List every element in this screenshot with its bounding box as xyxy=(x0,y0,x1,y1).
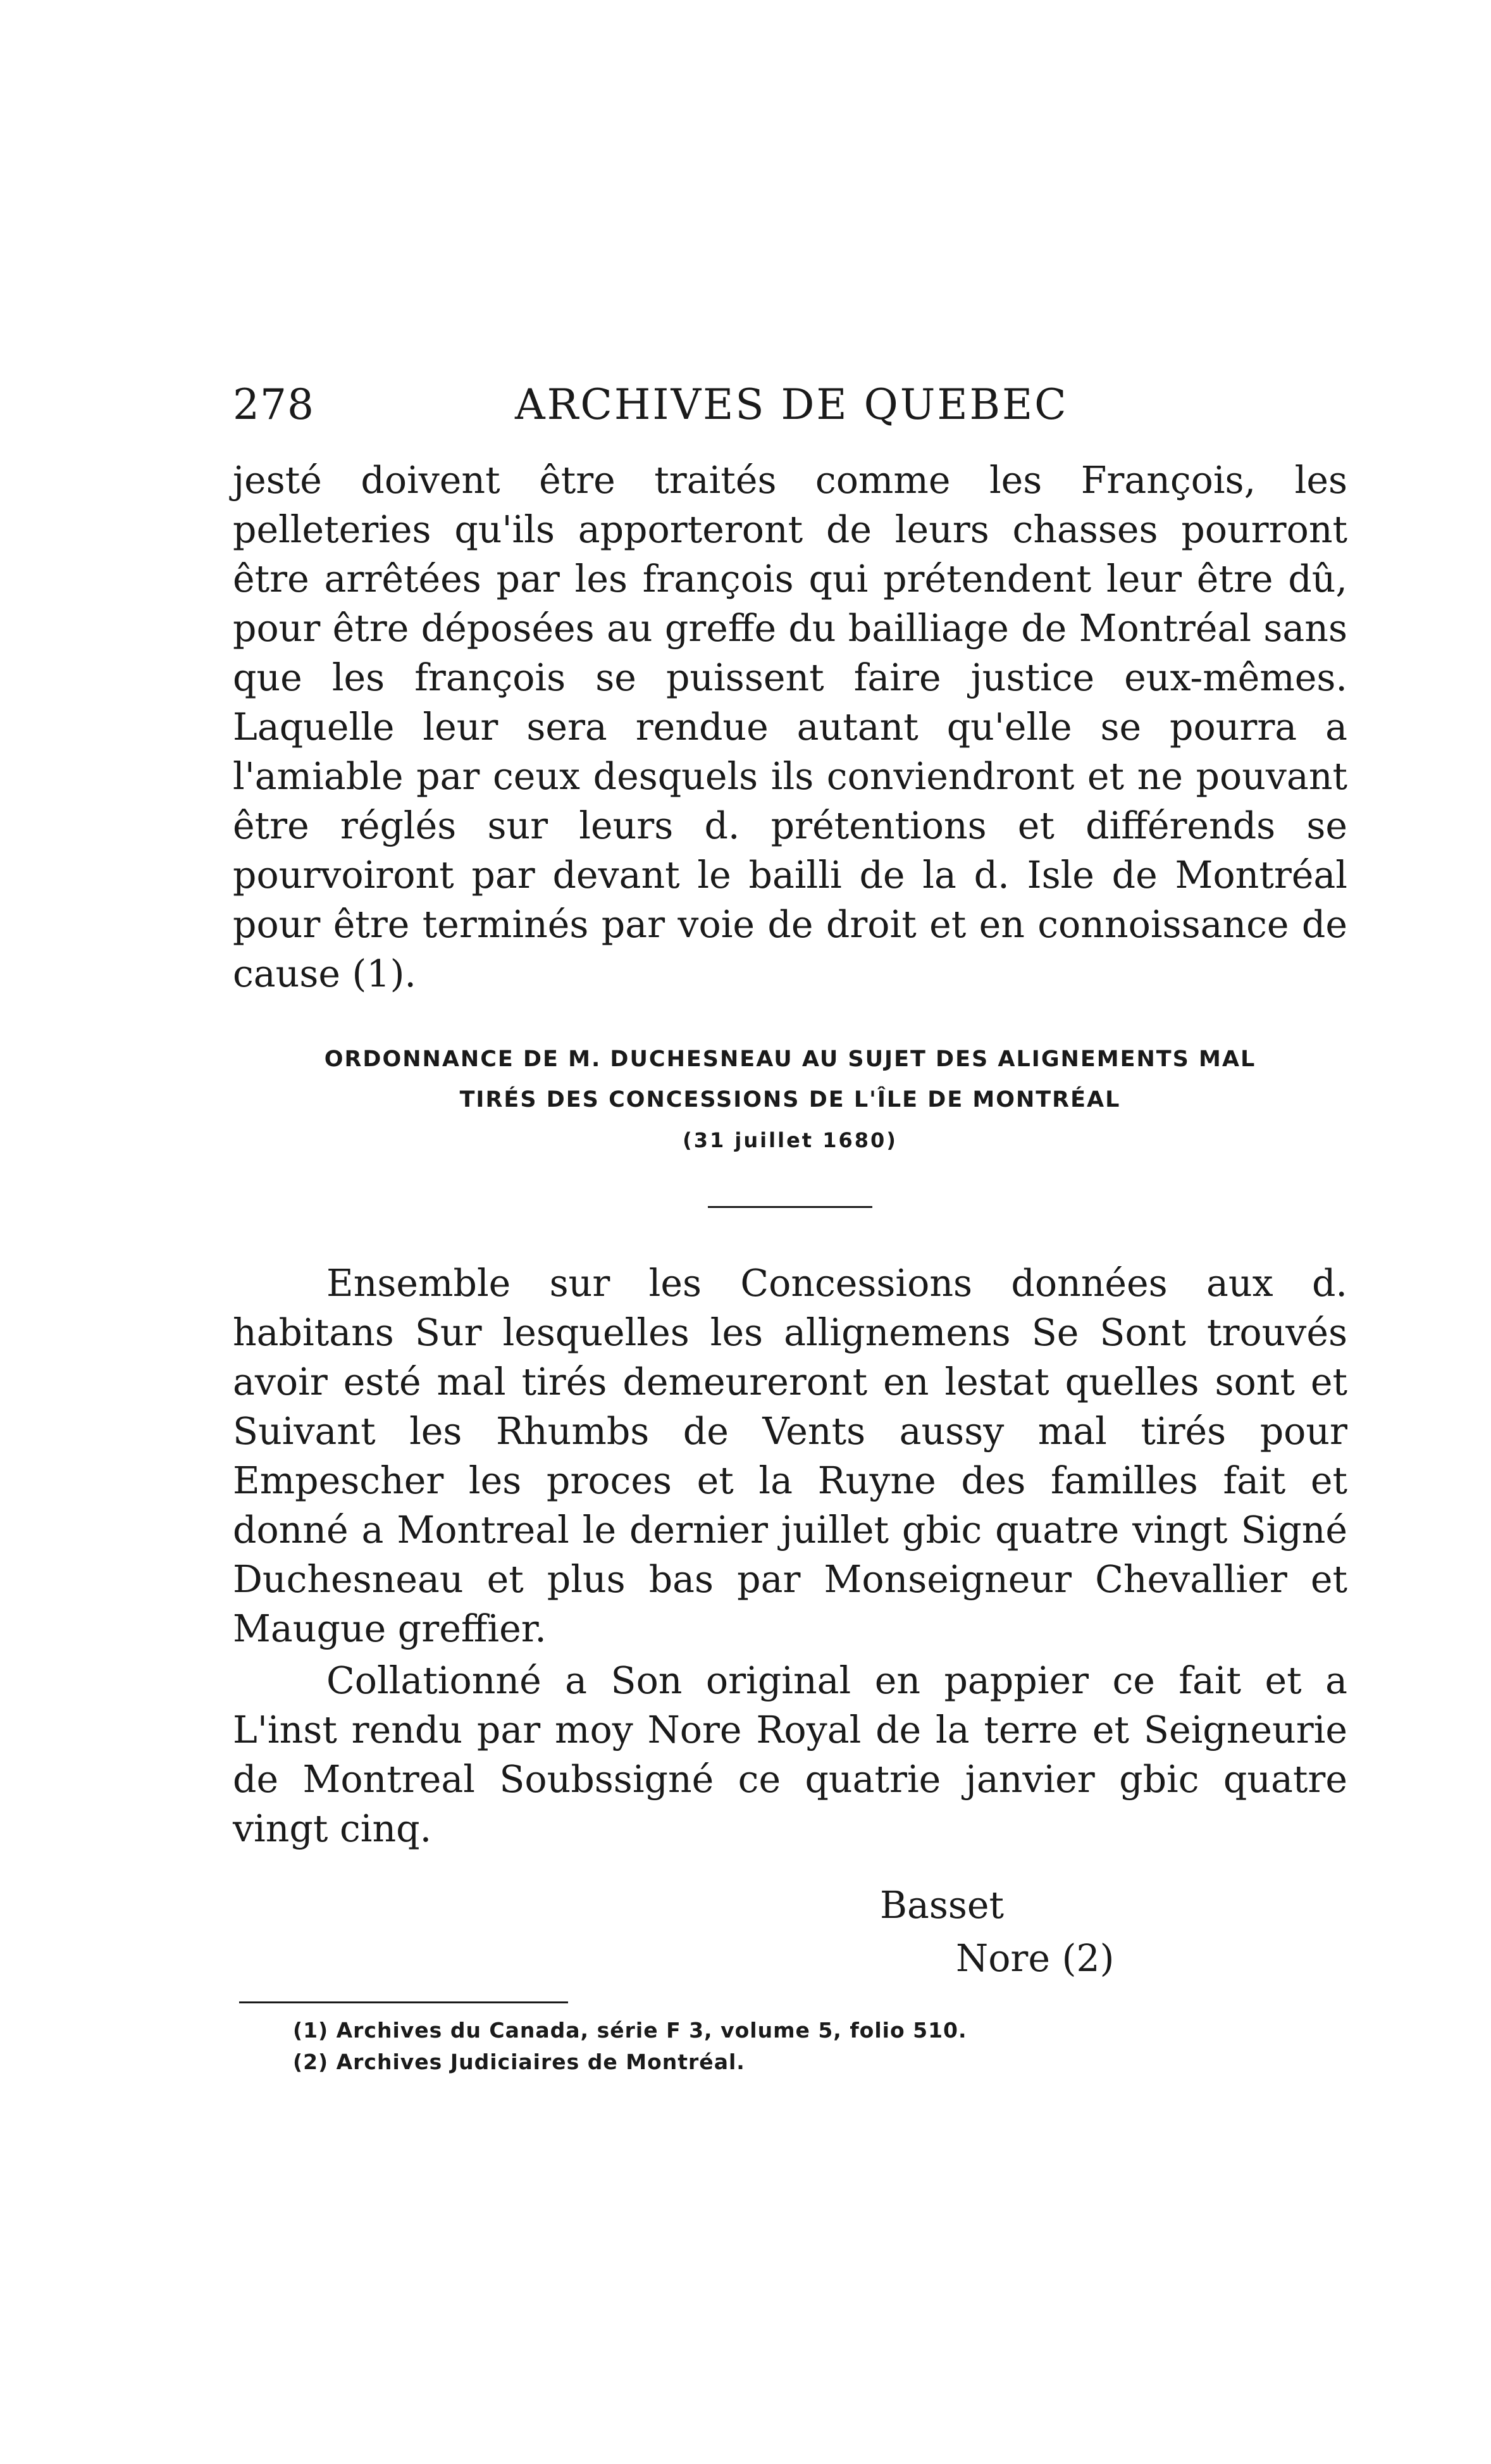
paragraph-collationne: Collationné a Son original en pappier ce fait et a L'inst rendu par moy Nore Royal de la terre et Seigneurie de Montreal Soubssigné ce quatrie janvier gbic quatre vingt cinq. xyxy=(233,1659,1347,1850)
section-divider xyxy=(708,1206,872,1208)
paragraph-ensemble: Ensemble sur les Concessions données aux d. habitans Sur lesquelles les allignemens Se Sont trouvés avoir esté mal tirés demeureront en lestat quelles sont et Suivant les Rhumbs de Vents aussy mal tirés pour Empescher les proces et la Ruyne des familles fait et donné a Montreal le dernier juillet gbic quatre vingt Signé Duchesneau et plus bas par Monseigneur Chevallier et Maugue greffier. xyxy=(233,1262,1347,1650)
body-text xyxy=(233,456,1347,999)
running-title: ARCHIVES DE QUEBEC xyxy=(515,380,1068,429)
footnote-1: (1) Archives du Canada, série F 3, volume 5, folio 510. xyxy=(293,2018,967,2043)
page-number: 278 xyxy=(233,380,314,429)
signature-block xyxy=(233,1879,1347,1985)
document-heading xyxy=(233,1039,1347,1160)
signature-name: Basset xyxy=(880,1884,1005,1927)
ordinance-text xyxy=(233,1259,1347,1853)
signature-role: Nore (2) xyxy=(956,1937,1115,1980)
heading-date: (31 juillet 1680) xyxy=(683,1128,898,1152)
paragraph-continuation: jesté doivent être traités comme les François, les pelleteries qu'ils apporteront de leurs chasses pourront être arrêtées par les françois qui prétendent leur être dû, pour être déposées au greffe du bailliage de Montréal sans que les françois se puissent faire justice eux-mêmes. Laquelle leur sera rendue autant qu'elle se pourra a l'amiable par ceux desquels ils conviendront et ne pouvant être réglés sur leurs d. prétentions et différends se pourvoiront par devant le bailli de la d. Isle de Montréal pour être terminés par voie de droit et en connoissance de cause (1). xyxy=(233,459,1347,995)
footnotes xyxy=(293,2015,1347,2078)
footnote-2: (2) Archives Judiciaires de Montréal. xyxy=(293,2050,745,2074)
page xyxy=(233,380,1347,2078)
heading-line-2: TIRÉS DES CONCESSIONS DE L'ÎLE DE MONTRÉAL xyxy=(459,1087,1121,1112)
footnote-divider xyxy=(239,2001,568,2003)
running-head xyxy=(233,380,1347,430)
heading-line-1: ORDONNANCE DE M. DUCHESNEAU AU SUJET DES ALIGNEMENTS MAL xyxy=(324,1047,1256,1072)
